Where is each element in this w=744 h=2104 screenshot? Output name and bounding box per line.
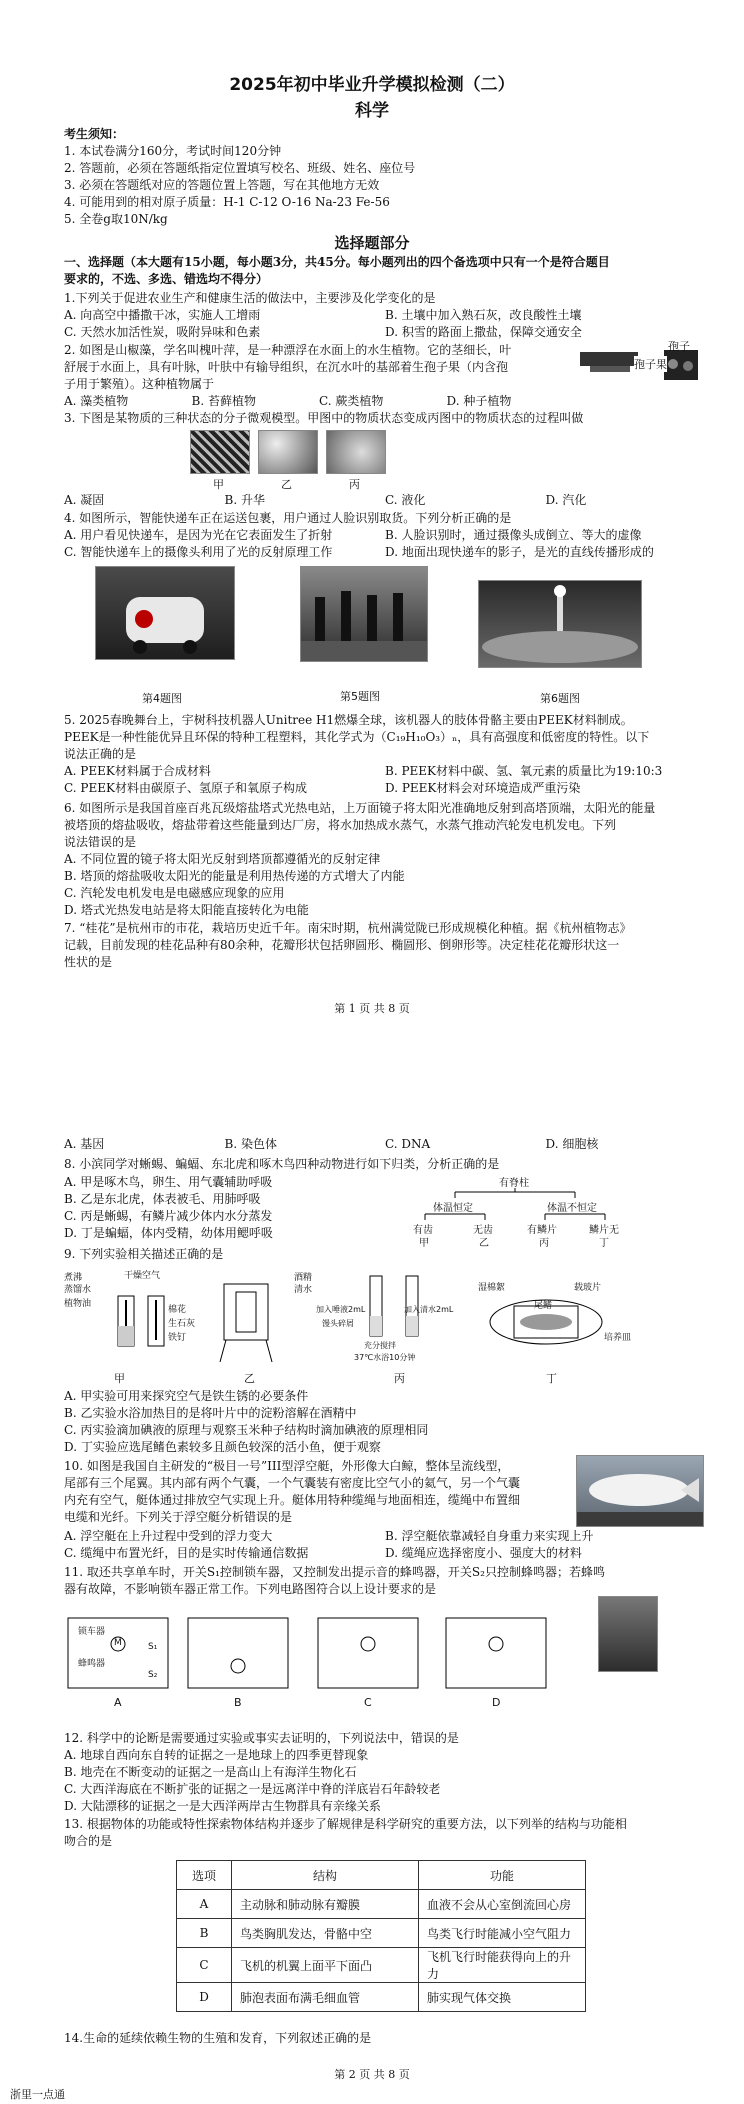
table-cell-structure: 主动脉和肺动脉有瓣膜: [232, 1890, 419, 1919]
option-b[interactable]: B. 染色体: [224, 1137, 277, 1151]
question-2-options: [64, 393, 574, 410]
option-a[interactable]: A. 向高空中播撒干冰，实施人工增雨: [64, 308, 261, 322]
question-stem: 8. 小滨同学对蜥蜴、蝙蝠、东北虎和啄木鸟四种动物进行如下归类，分析正确的是: [64, 1157, 500, 1171]
model-liquid-image: [258, 430, 318, 474]
delivery-vehicle-photo: [95, 566, 235, 660]
table-cell-structure: 肺泡表面布满毛细血管: [232, 1983, 419, 2012]
question-stem: 13. 根据物体的功能或特性探索物体结构并逐步了解规律是科学研究的重要方法，以下列举的结构与功能相: [64, 1817, 627, 1831]
page-gap: [0, 1040, 744, 1100]
question-10-options: [64, 1528, 706, 1562]
circuit-label-d: D: [492, 1696, 501, 1709]
table-cell-function: 肺实现气体交换: [419, 1983, 586, 2012]
section-intro: [64, 254, 706, 288]
table-row[interactable]: [177, 1948, 586, 1983]
fig-label-yi: 乙: [244, 1372, 255, 1385]
question-8-options: [64, 1174, 354, 1242]
table-row[interactable]: [177, 1983, 586, 2012]
option-c[interactable]: C. 天然水加活性炭，吸附异味和色素: [64, 325, 261, 339]
question-5: [64, 712, 706, 797]
question-9-options: [64, 1388, 706, 1456]
option-b[interactable]: B. 人脸识别时，通过摄像头成倒立、等大的虚像: [385, 528, 642, 542]
option-a[interactable]: A. 甲是啄木鸟，卵生、用气囊辅助呼吸: [64, 1175, 273, 1189]
table-row[interactable]: [177, 1890, 586, 1919]
option-a[interactable]: A. 不同位置的镜子将太阳光反射到塔顶都遵循光的反射定律: [64, 852, 381, 866]
option-d[interactable]: D. 塔式光热发电站是将太阳能直接转化为电能: [64, 903, 309, 917]
salvinia-figure: [580, 342, 700, 394]
option-b[interactable]: B. 地壳在不断变动的证据之一是高山上有海洋生物化石: [64, 1765, 357, 1779]
tree-branch: 有齿: [413, 1225, 433, 1236]
tree-branch: 无齿: [473, 1225, 493, 1236]
option-a[interactable]: A. 甲实验可用来探究空气是铁生锈的必要条件: [64, 1389, 309, 1403]
table-cell-structure: 鸟类胸肌发达，骨骼中空: [232, 1919, 419, 1948]
option-c[interactable]: C. 液化: [385, 493, 426, 507]
section-intro-line: 一、选择题（本大题有15小题，每小题3分，共45分。每小题列出的四个备选项中只有一个是符合题目: [64, 255, 610, 269]
notice-item: 5. 全卷g取10N/kg: [64, 212, 168, 226]
fig-caption-5: 第5题图: [340, 690, 380, 703]
exp-text: 37℃水浴10分钟: [354, 1353, 416, 1362]
exp-text: 馒头碎屑: [322, 1319, 354, 1328]
option-d[interactable]: D. 丁实验应选尾鳍色素较多且颜色较深的活小鱼，便于观察: [64, 1440, 381, 1454]
motor-symbol: M: [114, 1638, 122, 1648]
circuit-diagrams: [64, 1604, 644, 1714]
table-cell-option: B: [177, 1919, 232, 1948]
tree-leaf: 甲: [419, 1238, 429, 1249]
tree-branch: 有鳞片: [527, 1225, 557, 1236]
model-solid-image: [190, 430, 250, 474]
circuit-lines: [64, 1604, 644, 1714]
question-7-options: [64, 1136, 706, 1153]
classification-tree: [395, 1174, 635, 1248]
question-stem: 1.下列关于促进农业生产和健康生活的做法中，主要涉及化学变化的是: [64, 291, 436, 305]
option-d[interactable]: D. 汽化: [545, 493, 587, 507]
option-c[interactable]: C. DNA: [385, 1137, 431, 1151]
circuit-label-b: B: [234, 1696, 242, 1709]
option-d[interactable]: D. 地面出现快递车的影子，是光的直线传播形成的: [385, 545, 654, 559]
option-a[interactable]: A. 基因: [64, 1137, 105, 1151]
question-stem: 性状的是: [64, 955, 113, 969]
fig-caption-6: 第6题图: [540, 692, 580, 705]
notice-heading: 考生须知：: [64, 127, 125, 141]
table-row[interactable]: [177, 1919, 586, 1948]
exp-text: 培养皿: [604, 1333, 632, 1343]
question-13: [64, 1816, 706, 1850]
exp-text: 加入唾液2mL: [316, 1305, 366, 1314]
circuit-text: S₂: [148, 1670, 158, 1680]
table-cell-function: 鸟类飞行时能减小空气阻力: [419, 1919, 586, 1948]
question-14: [64, 2030, 706, 2047]
question-stem: 说法错误的是: [64, 835, 137, 849]
table-cell-structure: 飞机的机翼上面平下面凸: [232, 1948, 419, 1983]
tree-node: 体温恒定: [433, 1203, 473, 1214]
question-1: [64, 290, 706, 341]
circuit-text: 锁车器: [78, 1627, 106, 1637]
question-stem: 器有故障，不影响锁车器正常工作。下列电路图符合以上设计要求的是: [64, 1582, 437, 1596]
option-a[interactable]: A. 用户看见快递车，是因为光在它表面发生了折射: [64, 528, 333, 542]
bike-lock-photo: [598, 1596, 658, 1672]
exp-text: 棉花: [168, 1305, 187, 1315]
question-8: [64, 1156, 706, 1173]
option-b[interactable]: B. 苔藓植物: [191, 394, 256, 408]
option-c[interactable]: C. 汽轮发电机发电是电磁感应现象的应用: [64, 886, 285, 900]
solar-tower-illustration: [479, 581, 641, 667]
question-stem: 7. “桂花”是杭州市的市花，栽培历史近千年。南宋时期，杭州满觉陇已形成规模化种植。据《杭州植物志》: [64, 921, 632, 935]
exp-text: 煮沸: [64, 1273, 83, 1283]
exp-text: 植物油: [64, 1299, 92, 1309]
exp-text: 生石灰: [168, 1319, 196, 1329]
question-stem: 9. 下列实验相关描述正确的是: [64, 1247, 224, 1261]
table-header-row: [177, 1861, 586, 1890]
exp-text: 载玻片: [574, 1283, 602, 1293]
option-c[interactable]: C. 丙实验滴加碘液的原理与观察玉米种子结构时滴加碘液的原理相同: [64, 1423, 429, 1437]
option-c[interactable]: C. 蕨类植物: [319, 394, 384, 408]
option-d[interactable]: D. PEEK材料会对环境造成严重污染: [385, 781, 581, 795]
option-c[interactable]: C. 智能快递车上的摄像头利用了光的反射原理工作: [64, 545, 333, 559]
question-stem: 子用于繁殖）。这种植物属于: [64, 377, 215, 391]
question-9: [64, 1246, 706, 1263]
table-cell-option: C: [177, 1948, 232, 1983]
question-stem: 11. 取还共享单车时，开关S₁控制锁车器，又控制发出提示音的蜂鸣器，开关S₂只控制蜂鸣器；若蜂鸣: [64, 1565, 605, 1579]
notice-item: 2. 答题前，必须在答题纸指定位置填写校名、班级、姓名、座位号: [64, 161, 416, 175]
option-b[interactable]: B. 升华: [224, 493, 265, 507]
question-4: [64, 510, 706, 561]
exam-page-2: [0, 1100, 744, 2104]
subject-title: 科学: [355, 101, 389, 121]
section-title: 选择题部分: [334, 234, 410, 252]
exp-text: 铁钉: [168, 1333, 187, 1343]
exp-text: 干燥空气: [124, 1271, 161, 1281]
robot-dance-illustration: [301, 567, 427, 661]
tree-leaf: 乙: [479, 1238, 489, 1249]
option-c[interactable]: C. PEEK材料由碳原子、氢原子和氧原子构成: [64, 781, 307, 795]
exp-text: 清水: [294, 1285, 313, 1295]
exp-text: 加入清水2mL: [404, 1305, 454, 1314]
notice-item: 4. 可能用到的相对原子质量：H-1 C-12 O-16 Na-23 Fe-56: [64, 195, 390, 209]
question-stem: 说法正确的是: [64, 747, 137, 761]
question-stem: 尾部有三个尾翼。其内部有两个气囊，一个气囊装有密度比空气小的氦气，另一个气囊: [64, 1476, 521, 1490]
question-stem: 2. 如图是山椒藻，学名叫槐叶萍，是一种漂浮在水面上的水生植物。它的茎细长，叶: [64, 343, 512, 357]
table-cell-function: 血液不会从心室倒流回心房: [419, 1890, 586, 1919]
option-b[interactable]: B. 乙实验水浴加热目的是将叶片中的淀粉溶解在酒精中: [64, 1406, 357, 1420]
airship-photo: [576, 1455, 704, 1527]
question-11: [64, 1564, 706, 1598]
question-7: [64, 920, 706, 971]
option-b[interactable]: B. 土壤中加入熟石灰，改良酸性土壤: [385, 308, 582, 322]
fig-label-jia: 甲: [114, 1372, 125, 1385]
option-c[interactable]: C. 丙是蜥蜴，有鳞片减少体内水分蒸发: [64, 1209, 273, 1223]
exp-text: 蒸馏水: [64, 1285, 92, 1295]
option-b[interactable]: B. 浮空艇依靠减轻自身重力来实现上升: [385, 1529, 594, 1543]
question-stem: 记载，目前发现的桂花品种有80余种，花瓣形状包括卵圆形、椭圆形、倒卵形等。决定桂花花瓣形状这一: [64, 938, 620, 952]
option-a[interactable]: A. 藻类植物: [64, 394, 129, 408]
fig-label-bing: 丙: [349, 478, 360, 491]
tree-leaf: 丁: [599, 1238, 609, 1249]
question-stem: 3. 下图是某物质的三种状态的分子微观模型。甲图中的物质状态变成丙图中的物质状态的过程叫做: [64, 411, 584, 425]
question-stem: 舒展于水面上，具有叶脉，叶肤中有输导组织，在沉水叶的基部着生孢子果（内含孢: [64, 360, 509, 374]
question-stem: 内充有空气，艇体通过排放空气实现上升。艇体用特种缆绳与地面相连，缆绳中布置细: [64, 1493, 521, 1507]
exp-text: 湿棉絮: [478, 1283, 506, 1293]
option-a[interactable]: A. PEEK材料属于合成材料: [64, 764, 211, 778]
delivery-vehicle-illustration: [96, 567, 234, 659]
section-intro-line: 要求的，不选、多选、错选均不得分）: [64, 272, 269, 286]
question-12: [64, 1730, 706, 1815]
option-a[interactable]: A. 浮空艇在上升过程中受到的浮力变大: [64, 1529, 273, 1543]
table-cell-option: A: [177, 1890, 232, 1919]
structure-function-table: [176, 1860, 586, 2012]
option-d[interactable]: D. 细胞核: [545, 1137, 599, 1151]
notice-block: [64, 126, 706, 228]
question-stem: 4. 如图所示，智能快递车正在运送包裹，用户通过人脸识别取货。下列分析正确的是: [64, 511, 512, 525]
question-stem: 12. 科学中的论断是需要通过实验或事实去证明的，下列说法中，错误的是: [64, 1731, 459, 1745]
fig-label-ding: 丁: [546, 1372, 557, 1385]
tree-leaf: 丙: [539, 1238, 549, 1249]
table-header: 选项: [177, 1861, 232, 1890]
question-10: [64, 1458, 564, 1526]
page-number-1: 第 1 页 共 8 页: [334, 1002, 410, 1015]
exp-text: 充分搅拌: [364, 1341, 396, 1350]
tree-branch: 鳞片无: [589, 1225, 619, 1236]
question-stem: 5. 2025春晚舞台上，宇树科技机器人Unitree H1燃爆全球，该机器人的肢体骨骼主要由PEEK材料制成。: [64, 713, 633, 727]
option-d[interactable]: D. 缆绳应选择密度小、强度大的材料: [385, 1546, 582, 1560]
question-3: [64, 410, 706, 427]
exp-text: 尾鳍: [534, 1301, 553, 1311]
fig-label-jia: 甲: [213, 478, 224, 491]
alcohol-bath-illustration: [204, 1266, 294, 1366]
question-stem: 吻合的是: [64, 1834, 113, 1848]
airship-illustration: [577, 1456, 703, 1526]
solar-tower-photo: [478, 580, 642, 668]
experiment-figures: [64, 1266, 664, 1384]
option-a[interactable]: A. 凝固: [64, 493, 105, 507]
model-gas-image: [326, 430, 386, 474]
option-a[interactable]: A. 地球自西向东自转的证据之一是地球上的四季更替现象: [64, 1748, 369, 1762]
option-d[interactable]: D. 种子植物: [446, 394, 512, 408]
exam-page-1: [0, 0, 744, 1040]
circuit-text: 蜂鸣器: [78, 1659, 106, 1669]
exp-text: 酒精: [294, 1273, 313, 1283]
option-c[interactable]: C. 缆绳中布置光纤，目的是实时传输通信数据: [64, 1546, 309, 1560]
saliva-experiment-illustration: [350, 1266, 440, 1366]
question-2: [64, 342, 574, 393]
molecular-model-figure: [190, 430, 390, 474]
option-b[interactable]: B. PEEK材料中碳、氢、氧元素的质量比为19:10:3: [385, 764, 663, 778]
table-cell-option: D: [177, 1983, 232, 2012]
circuit-text: S₁: [148, 1642, 158, 1652]
circuit-label-a: A: [114, 1696, 122, 1709]
question-stem: 10. 如图是我国自主研发的“极目一号”III型浮空艇，外形像大白鲸，整体呈流线型，: [64, 1459, 510, 1473]
sporocarp-label: 孢子果: [634, 358, 667, 371]
fig-label-yi: 乙: [281, 478, 292, 491]
table-header: 功能: [419, 1861, 586, 1890]
question-stem: 被塔顶的熔盐吸收，熔盐带着这些能量到达厂房，将水加热成水蒸气，水蒸气推动汽轮发电机发电。下列: [64, 818, 617, 832]
robot-dance-photo: [300, 566, 428, 662]
option-b[interactable]: B. 塔顶的熔盐吸收太阳光的能量是利用热传递的方式增大了内能: [64, 869, 405, 883]
option-d[interactable]: D. 丁是蝙蝠，体内受精，幼体用鳃呼吸: [64, 1226, 273, 1240]
tree-root: 有脊柱: [499, 1178, 529, 1189]
exam-title: 2025年初中毕业升学模拟检测（二）: [229, 75, 515, 95]
option-d[interactable]: D. 大陆漂移的证据之一是大西洋两岸古生物群具有亲缘关系: [64, 1799, 381, 1813]
question-6: [64, 800, 706, 919]
notice-item: 3. 必须在答题纸对应的答题位置上答题，写在其他地方无效: [64, 178, 380, 192]
tree-node: 体温不恒定: [547, 1203, 597, 1214]
table-cell-function: 飞机飞行时能获得向上的升力: [419, 1948, 586, 1983]
option-d[interactable]: D. 积雪的路面上撒盐，保障交通安全: [385, 325, 582, 339]
circuit-label-c: C: [364, 1696, 372, 1709]
notice-item: 1. 本试卷满分160分，考试时间120分钟: [64, 144, 282, 158]
page-number-2: 第 2 页 共 8 页: [334, 2068, 410, 2081]
fig-caption-4: 第4题图: [142, 692, 182, 705]
question-3-options: [64, 492, 706, 509]
fig-label-bing: 丙: [394, 1372, 405, 1385]
option-c[interactable]: C. 大西洋海底在不断扩张的证据之一是远离洋中脊的洋底岩石年龄较老: [64, 1782, 441, 1796]
question-stem: 14.生命的延续依赖生物的生殖和发育，下列叙述正确的是: [64, 2031, 372, 2045]
spore-label: 孢子: [668, 340, 690, 353]
question-stem: PEEK是一种性能优异且环保的特种工程塑料，其化学式为（C₁₉H₁₀O₃）ₙ，具有高强度和低密度的特性。以下: [64, 730, 650, 744]
table-header: 结构: [232, 1861, 419, 1890]
option-b[interactable]: B. 乙是东北虎，体表被毛、用肺呼吸: [64, 1192, 261, 1206]
question-stem: 电缆和光纤。下列关于浮空艇分析错误的是: [64, 1510, 293, 1524]
question-stem: 6. 如图所示是我国首座百兆瓦级熔盐塔式光热电站，上万面镜子将太阳光准确地反射到高塔顶端，太阳光的能量: [64, 801, 656, 815]
watermark-text: 浙里一点通: [10, 2088, 65, 2101]
